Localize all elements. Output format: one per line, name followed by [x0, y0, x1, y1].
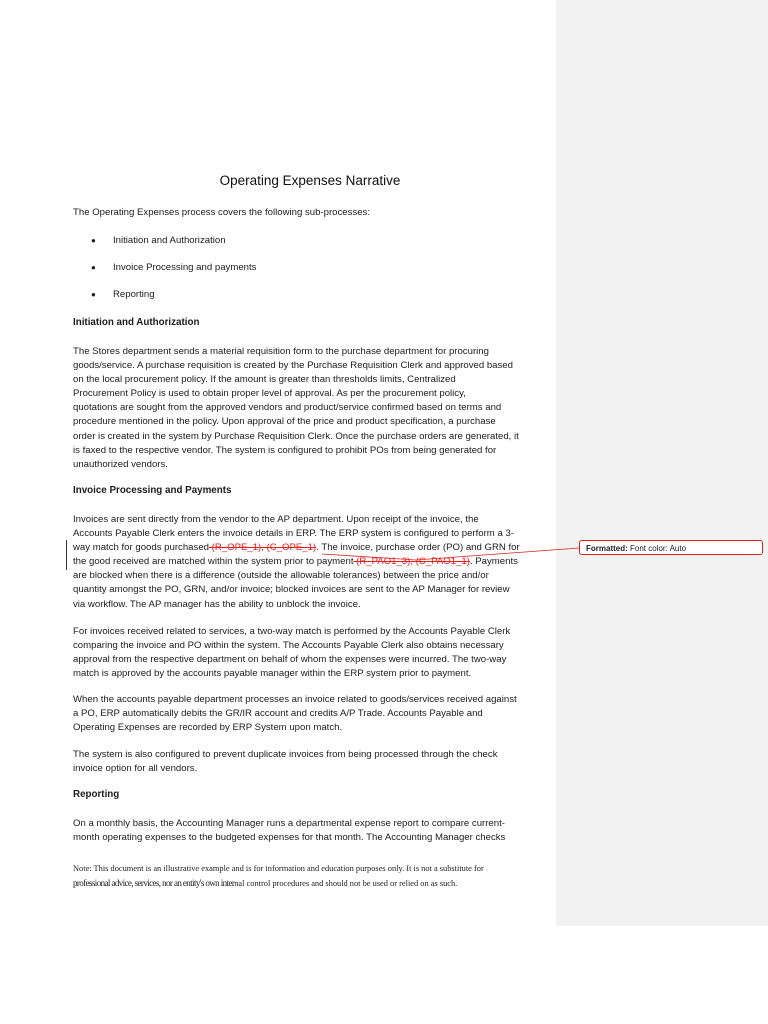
text-line: are blocked when there is a difference (outside the allowable tolerances) between the price and/or	[73, 570, 489, 582]
text-line: When the accounts payable department processes an invoice related to goods/services received against	[73, 694, 517, 705]
text-line: unauthorized vendors.	[73, 458, 168, 470]
page-title: Operating Expenses Narrative	[219, 173, 401, 188]
comment-label: Formatted:	[586, 544, 628, 553]
text-line: For invoices received related to services, a two-way match is performed by the Accounts Payable Clerk	[73, 626, 511, 637]
deleted-reference: (R_OPE_1), (C_OPE_1)	[209, 542, 317, 554]
text-line: month operating expenses to the budgeted expenses for that month. The Accounting Manager checks	[73, 832, 506, 844]
section-heading-reporting: Reporting	[73, 789, 120, 800]
text-line: quantity amongst the PO, GRN, and/or invoice; blocked invoices are sent to the AP Manager for review	[73, 584, 510, 596]
section-heading-initiation: Initiation and Authorization	[73, 317, 200, 328]
text-line: match is approved by the accounts payable manager within the ERP system prior to payment.	[73, 668, 472, 680]
section-heading-invoice: Invoice Processing and Payments	[73, 485, 232, 496]
comment-text: Font color: Auto	[627, 544, 687, 553]
text-line: Invoices are sent directly from the vendor to the AP department. Upon receipt of the invoice, the	[73, 514, 479, 525]
bullet-icon: ●	[91, 263, 96, 272]
bullet-label: Invoice Processing and payments	[113, 262, 257, 273]
text-line: Procurement Policy is used to obtain proper level of approval. As per the procurement policy,	[73, 388, 466, 400]
text-line: order is created in the system by Purchase Requisition Clerk. Once the purchase orders are generated, it	[73, 430, 519, 442]
text-line: is faxed to the respective vendor. The system is configured to prohibit POs from being generated for	[73, 444, 497, 456]
text-line: on the local procurement policy. If the amount is greater than thresholds limits, Centralized	[73, 374, 456, 386]
text-line-tracked: way match for goods purchased (R_OPE_1), (C_OPE_1). The invoice, purchase order (PO) and GRN for	[73, 542, 520, 554]
bullet-label: Initiation and Authorization	[113, 235, 226, 246]
text-line: The system is also configured to prevent duplicate invoices from being processed through the check	[73, 749, 498, 760]
text-line: quotations are sought from the approved vendors and product/service confirmed based on terms and	[73, 402, 502, 414]
formatted-comment-balloon[interactable]	[579, 540, 763, 555]
bullet-icon: ●	[91, 290, 96, 299]
text-line: goods/service. A purchase requisition is created by the Purchase Requisition Clerk and approved based	[73, 360, 513, 372]
text-line: On a monthly basis, the Accounting Manager runs a departmental expense report to compare current-	[73, 818, 505, 829]
text-line: invoice option for all vendors.	[73, 763, 198, 775]
footnote-line: professional advice, services, nor an entity's own internal control procedures and should not be used or relied on as such.	[73, 878, 458, 888]
text-line-tracked: the good received are matched within the system prior to payment (R_PAO1_3), (C_PAO1_1). Payments	[73, 556, 518, 568]
bullet-icon: ●	[91, 236, 96, 245]
footnote-line: Note: This document is an illustrative example and is for information and education purposes only. It is not a substitute for	[73, 864, 484, 873]
text-line: comparing the invoice and PO within the system. The Accounts Payable Clerk also obtains necessary	[73, 640, 504, 652]
text-line: Accounts Payable Clerk enters the invoice details in ERP. The ERP system is configured to perform a 3-	[73, 528, 514, 540]
text-line: procedure mentioned in the policy. Upon approval of the price and product specification, a purchase	[73, 416, 496, 428]
text-line: The Stores department sends a material requisition form to the purchase department for procuring	[73, 346, 489, 357]
text-line: approval from the respective department on behalf of whom the expenses were incurred. The two-way	[73, 654, 507, 666]
text-line: a PO, ERP automatically debits the GR/IR account and credits A/P Trade. Accounts Payable and	[73, 708, 483, 720]
bullet-label: Reporting	[113, 289, 155, 300]
text-line: via workflow. The AP manager has the ability to unblock the invoice.	[73, 598, 361, 610]
deleted-reference: (R_PAO1_3), (C_PAO1_1)	[353, 556, 470, 568]
text-line: Operating Expenses are recorded by ERP System upon match.	[73, 722, 343, 734]
intro-text: The Operating Expenses process covers the following sub-processes:	[73, 207, 371, 218]
